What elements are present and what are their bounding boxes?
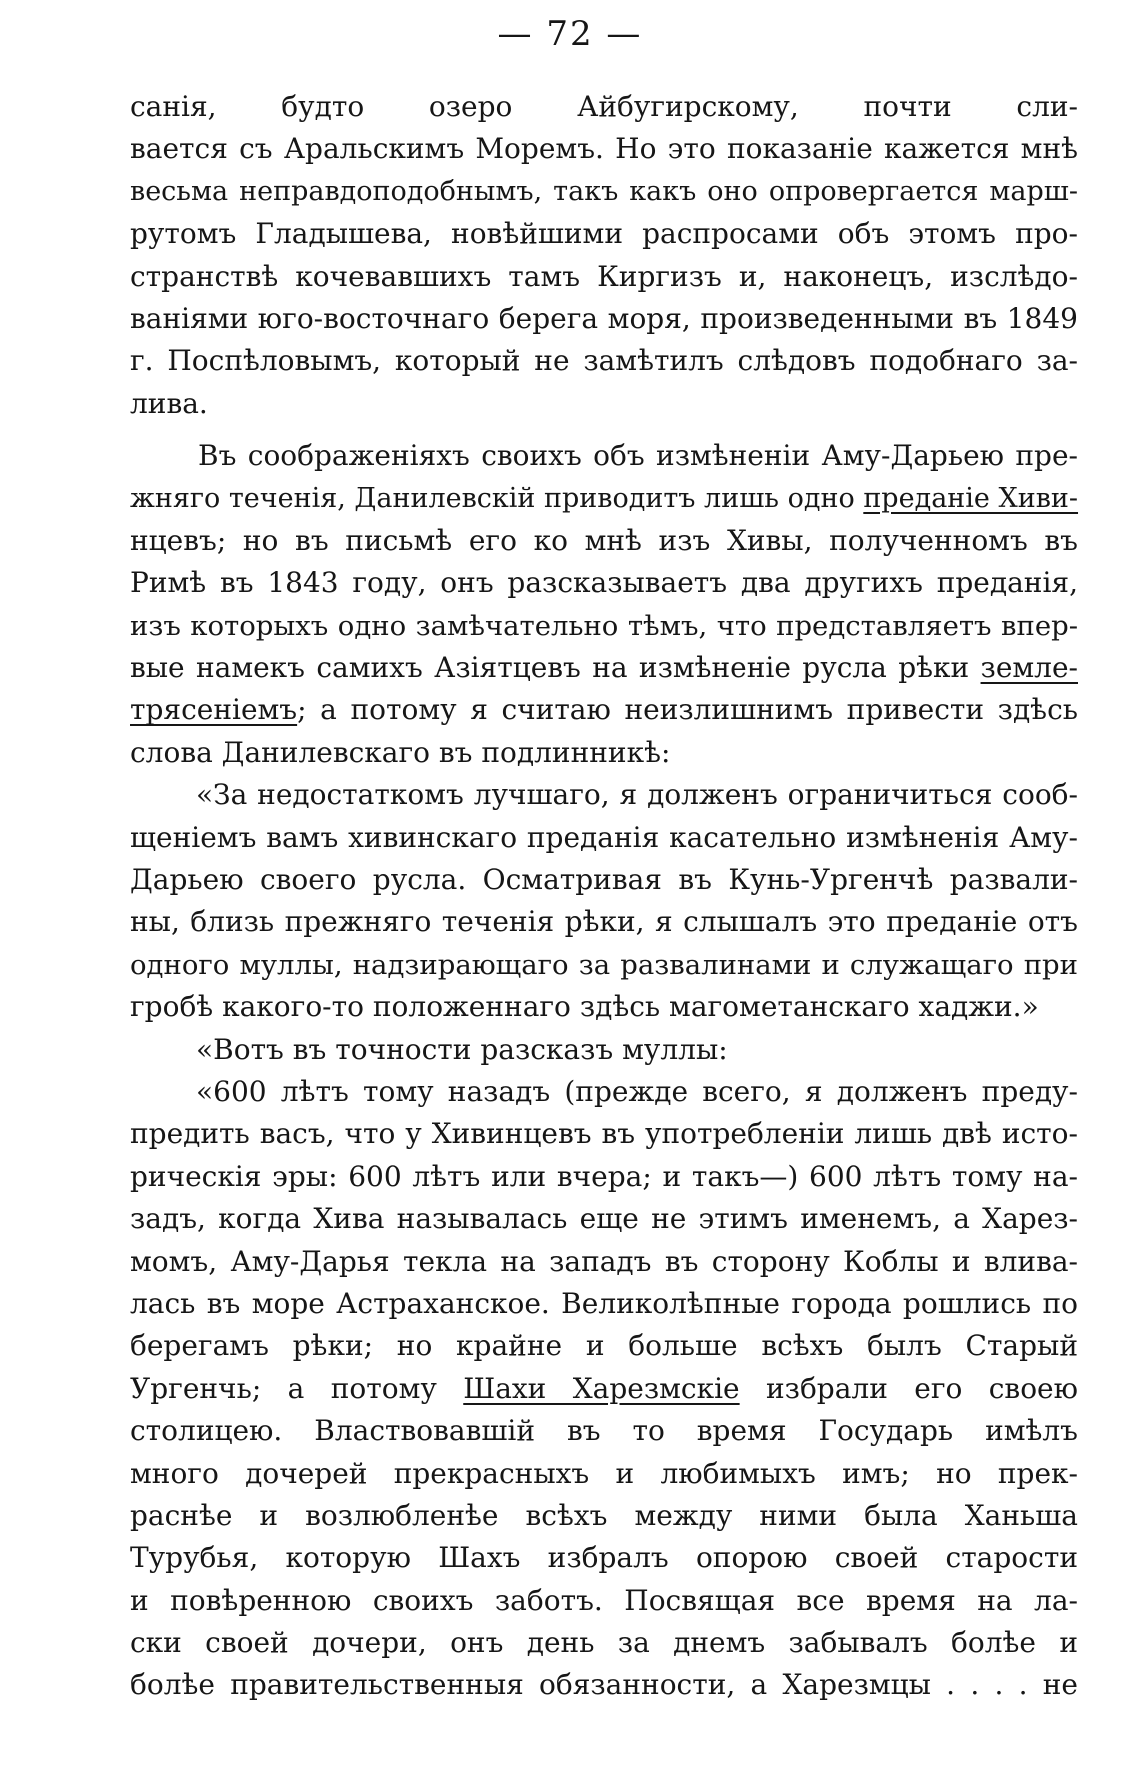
- underlined-phrase: трясеніемъ: [130, 693, 298, 727]
- text-fragment: избрали его своею: [739, 1371, 1079, 1405]
- text-line: изъ которыхъ одно замѣчательно тѣмъ, что представляетъ впер-: [130, 609, 1078, 642]
- text-line: Въ соображеніяхъ своихъ объ измѣненіи Аму-Дарьею пре-: [198, 439, 1078, 473]
- text-line: нцевъ; но въ письмѣ его ко мнѣ изъ Хивы, полученномъ въ: [130, 523, 1078, 557]
- quote-line: «600 лѣтъ тому назадъ (прежде всего, я долженъ преду-: [196, 1074, 1078, 1108]
- quote-line: «За недостаткомъ лучшаго, я долженъ ограничиться сооб-: [196, 778, 1078, 812]
- quote-line: лась въ море Астраханское. Великолѣпные города рошлись по: [130, 1286, 1078, 1320]
- text-line: Римѣ въ 1843 году, онъ разсказываетъ два другихъ преданія,: [130, 566, 1078, 600]
- quote-line: Дарьею своего русла. Осматривая въ Кунь-Ургенчѣ развали-: [130, 863, 1078, 897]
- text-fragment: вые намекъ самихъ Азіятцевъ на измѣненіе русла рѣки: [130, 651, 981, 685]
- quote-line: и повѣренною своихъ заботъ. Посвящая все время на ла-: [130, 1583, 1078, 1617]
- quote-line: болѣе правительственныя обязанности, а Харезмцы . . . . не: [130, 1668, 1078, 1702]
- quote-line: задъ, когда Хива называлась еще не этимъ именемъ, а Харез-: [130, 1202, 1078, 1236]
- text-line: вается съ Аральскимъ Моремъ. Но это показаніе кажется мнѣ: [130, 132, 1078, 166]
- quote-line: берегамъ рѣки; но крайне и больше всѣхъ былъ Старый: [130, 1329, 1078, 1363]
- quote-line: [130, 1368, 1078, 1410]
- text-line: странствѣ кочевавшихъ тамъ Киргизъ и, наконецъ, изслѣдо-: [130, 259, 1078, 293]
- quote-line: гробѣ какого-то положеннаго здѣсь магометанскаго хаджи.»: [130, 990, 1039, 1024]
- quote-line: столицею. Властвовавшій въ то время Государь имѣлъ: [130, 1414, 1078, 1448]
- text-line: [130, 478, 1078, 520]
- quote-line: предить васъ, что у Хивинцевъ въ употребленіи лишь двѣ исто-: [130, 1117, 1078, 1151]
- underlined-phrase: земле-: [980, 651, 1078, 685]
- quote-line: момъ, Аму-Дарья текла на западъ въ сторону Коблы и влива-: [130, 1244, 1078, 1278]
- body-text: [130, 86, 1078, 1707]
- quote-line: щеніемъ вамъ хивинскаго преданія касательно измѣненія Аму-: [130, 820, 1078, 854]
- underlined-phrase: преданіе Хиви-: [863, 482, 1079, 514]
- quote-line: одного муллы, надзирающаго за развалинами и служащаго при: [130, 948, 1078, 981]
- quote-line: Турубья, которую Шахъ избралъ опорою своей старости: [130, 1541, 1078, 1575]
- text-fragment: ; а потому я считаю неизлишнимъ привести здѣсь: [297, 693, 1078, 727]
- text-line: лива.: [130, 386, 208, 420]
- text-fragment: жняго теченія, Данилевскій приводитъ лишь одно: [130, 482, 864, 514]
- quote-line: раснѣе и возлюбленѣе всѣхъ между ними была Ханьша: [130, 1498, 1078, 1532]
- quote-line: рическія эры: 600 лѣтъ или вчера; и такъ—) 600 лѣтъ тому на-: [130, 1159, 1078, 1193]
- text-line: слова Данилевскаго въ подлинникѣ:: [130, 735, 671, 769]
- quote-line: «Вотъ въ точности разсказъ муллы:: [196, 1032, 728, 1066]
- quote-line: много дочерей прекрасныхъ и любимыхъ имъ; но прек-: [130, 1456, 1078, 1490]
- text-line: весьма неправдоподобнымъ, такъ какъ оно опровергается марш-: [130, 175, 1078, 207]
- text-line: рутомъ Гладышева, новѣйшими распросами объ этомъ про-: [130, 217, 1078, 251]
- underlined-phrase: Шахи Харезмскіе: [463, 1371, 740, 1405]
- text-line: г. Поспѣловымъ, который не замѣтилъ слѣдовъ подобнаго за-: [130, 344, 1078, 378]
- page-number: — 72 —: [497, 14, 643, 54]
- text-line: ваніями юго-восточнаго берега моря, произведенными въ 1849: [130, 301, 1078, 335]
- text-fragment: Ургенчь; а потому: [130, 1371, 464, 1405]
- text-line: санія, будто озеро Айбугирскому, почти сли-: [130, 90, 1078, 123]
- quote-line: ны, близь прежняго теченія рѣки, я слышалъ это преданіе отъ: [130, 905, 1078, 939]
- quote-line: ски своей дочери, онъ день за днемъ забывалъ болѣе и: [130, 1626, 1078, 1660]
- text-line: [130, 647, 1078, 689]
- text-line: [130, 689, 1078, 731]
